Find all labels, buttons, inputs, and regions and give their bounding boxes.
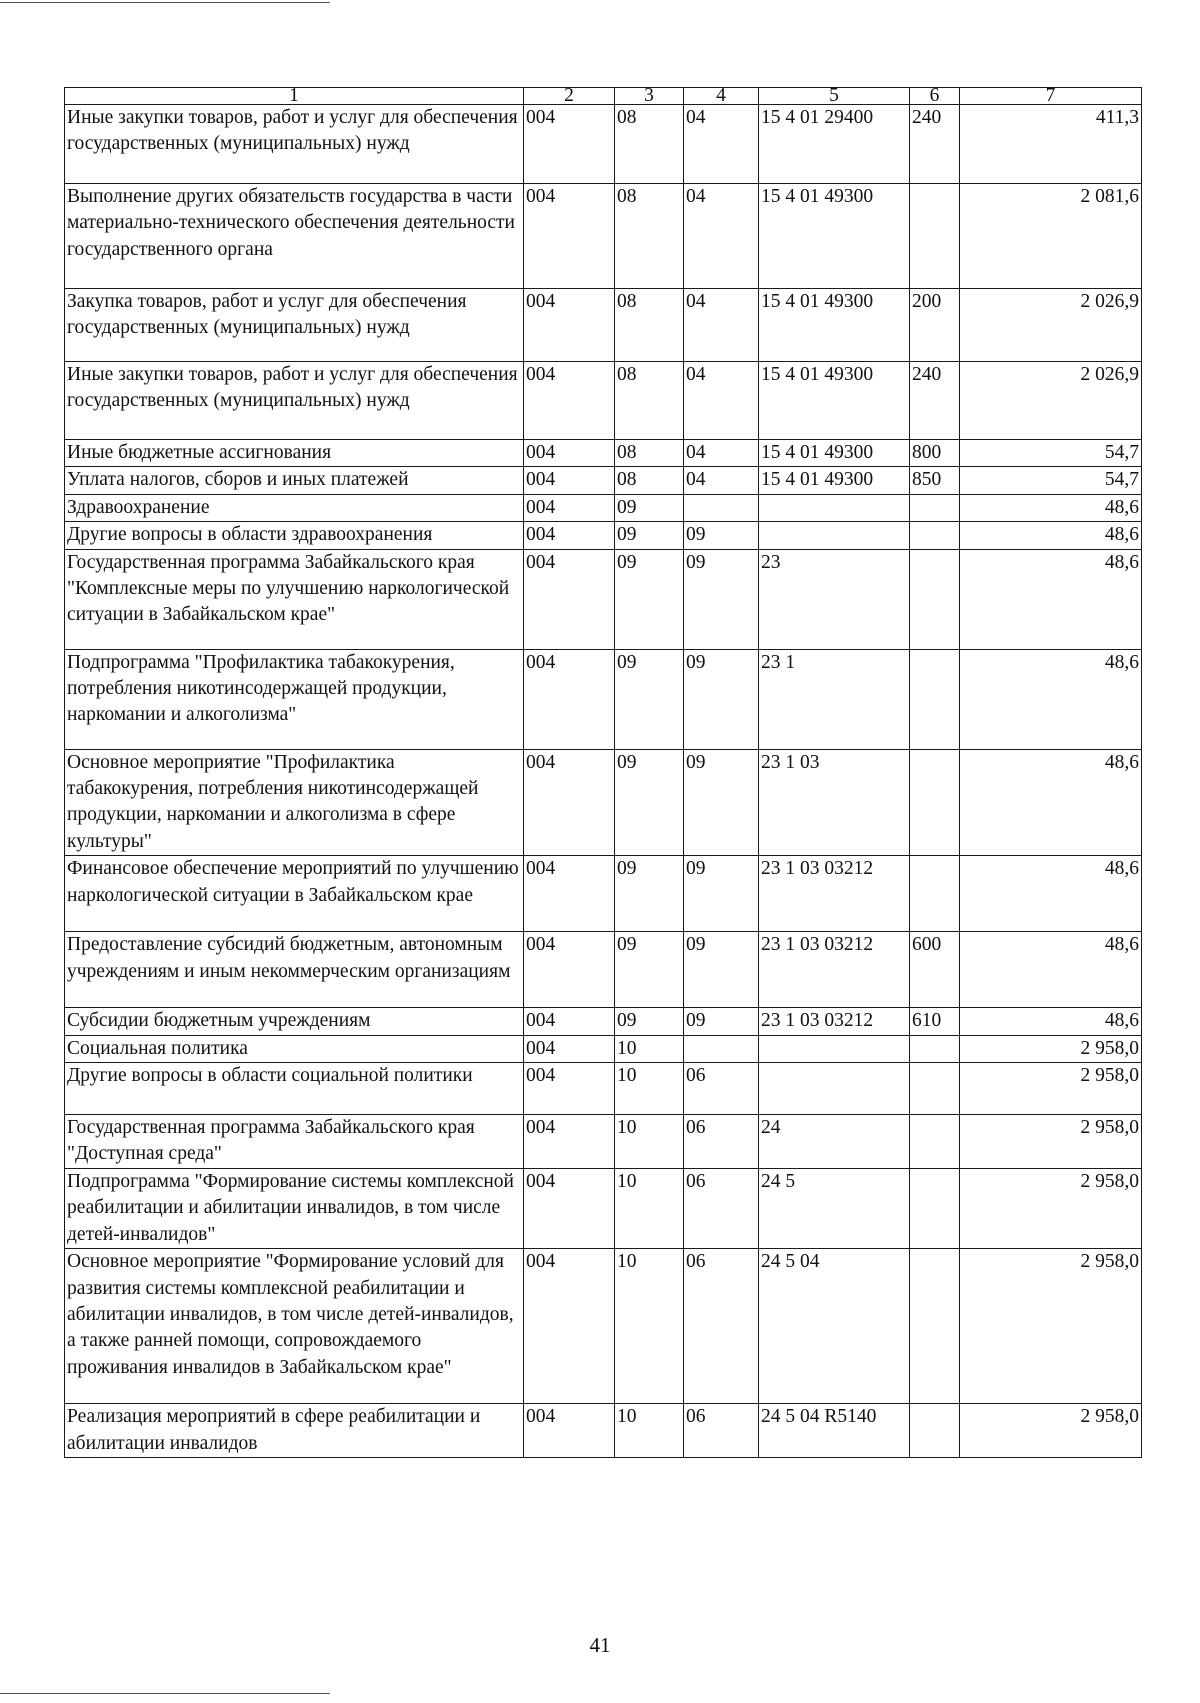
header-row: [65, 88, 1142, 105]
table-row: [65, 856, 1142, 932]
cell-target-article: 23 1 03 03212: [759, 932, 910, 1008]
cell-subsection: 04: [684, 362, 759, 440]
table-row: [65, 649, 1142, 749]
scan-edge-top: [0, 2, 330, 3]
cell-admin-code: 004: [524, 549, 615, 649]
cell-section: 10: [615, 1115, 684, 1169]
cell-section: 09: [615, 494, 684, 521]
scan-edge-bottom: [0, 1693, 330, 1694]
cell-target-article: 15 4 01 49300: [759, 467, 910, 494]
table-row: [65, 1063, 1142, 1115]
cell-admin-code: 004: [524, 1035, 615, 1062]
cell-section: 10: [615, 1035, 684, 1062]
cell-amount: 2 958,0: [960, 1063, 1142, 1115]
cell-subsection: 09: [684, 932, 759, 1008]
cell-admin-code: 004: [524, 467, 615, 494]
cell-target-article: 24 5: [759, 1168, 910, 1248]
cell-subsection: 04: [684, 184, 759, 289]
cell-subsection: 06: [684, 1115, 759, 1169]
cell-amount: 2 081,6: [960, 184, 1142, 289]
header-cell: 4: [684, 88, 759, 105]
cell-amount: 54,7: [960, 467, 1142, 494]
table-row: [65, 494, 1142, 521]
cell-target-article: 23: [759, 549, 910, 649]
cell-subsection: 09: [684, 549, 759, 649]
cell-target-article: [759, 522, 910, 549]
cell-amount: 2 026,9: [960, 362, 1142, 440]
cell-subsection: [684, 1035, 759, 1062]
cell-target-article: 24: [759, 1115, 910, 1169]
cell-name: Закупка товаров, работ и услуг для обеспечения государственных (муниципальных) нужд: [65, 289, 524, 362]
cell-name: Государственная программа Забайкальского края "Комплексные меры по улучшению наркологической ситуации в Забайкальском крае": [65, 549, 524, 649]
cell-amount: 2 026,9: [960, 289, 1142, 362]
cell-section: 08: [615, 289, 684, 362]
cell-target-article: 15 4 01 49300: [759, 440, 910, 467]
cell-expense-type: [910, 1035, 960, 1062]
cell-subsection: 06: [684, 1249, 759, 1404]
cell-subsection: [684, 494, 759, 521]
cell-amount: 48,6: [960, 649, 1142, 749]
cell-expense-type: 600: [910, 932, 960, 1008]
cell-section: 08: [615, 184, 684, 289]
cell-target-article: [759, 494, 910, 521]
cell-name: Иные закупки товаров, работ и услуг для обеспечения государственных (муниципальных) нужд: [65, 105, 524, 184]
cell-amount: 2 958,0: [960, 1115, 1142, 1169]
cell-name: Социальная политика: [65, 1035, 524, 1062]
cell-subsection: 06: [684, 1168, 759, 1248]
cell-admin-code: 004: [524, 856, 615, 932]
cell-target-article: 23 1 03 03212: [759, 856, 910, 932]
table-row: [65, 105, 1142, 184]
cell-amount: 2 958,0: [960, 1404, 1142, 1458]
cell-name: Финансовое обеспечение мероприятий по улучшению наркологической ситуации в Забайкальском крае: [65, 856, 524, 932]
cell-admin-code: 004: [524, 362, 615, 440]
cell-admin-code: 004: [524, 1008, 615, 1035]
cell-name: Предоставление субсидий бюджетным, автономным учреждениям и иным некоммерческим организациям: [65, 932, 524, 1008]
cell-expense-type: [910, 1063, 960, 1115]
cell-admin-code: 004: [524, 1063, 615, 1115]
table-row: [65, 184, 1142, 289]
cell-admin-code: 004: [524, 1404, 615, 1458]
cell-subsection: 06: [684, 1063, 759, 1115]
cell-expense-type: [910, 1404, 960, 1458]
cell-target-article: 15 4 01 29400: [759, 105, 910, 184]
cell-subsection: 04: [684, 467, 759, 494]
page-number: 41: [589, 1633, 611, 1657]
cell-name: Другие вопросы в области здравоохранения: [65, 522, 524, 549]
table-row: [65, 522, 1142, 549]
cell-admin-code: 004: [524, 1168, 615, 1248]
cell-name: Подпрограмма "Формирование системы комплексной реабилитации и абилитации инвалидов, в том числе детей-инвалидов": [65, 1168, 524, 1248]
cell-amount: 2 958,0: [960, 1249, 1142, 1404]
cell-section: 09: [615, 649, 684, 749]
cell-target-article: 24 5 04: [759, 1249, 910, 1404]
cell-name: Реализация мероприятий в сфере реабилитации и абилитации инвалидов: [65, 1404, 524, 1458]
cell-admin-code: 004: [524, 749, 615, 856]
table-row: [65, 749, 1142, 856]
cell-section: 09: [615, 522, 684, 549]
cell-admin-code: 004: [524, 440, 615, 467]
cell-target-article: 24 5 04 R5140: [759, 1404, 910, 1458]
cell-section: 10: [615, 1404, 684, 1458]
cell-name: Основное мероприятие "Формирование условий для развития системы комплексной реабилитации и абилитации инвалидов, в том числе детей-инвалидов, а также ранней помощи, сопровождаемого проживания инвалидов в Забайкальском крае": [65, 1249, 524, 1404]
cell-target-article: 23 1 03 03212: [759, 1008, 910, 1035]
cell-subsection: 09: [684, 749, 759, 856]
cell-subsection: 06: [684, 1404, 759, 1458]
cell-name: Иные закупки товаров, работ и услуг для обеспечения государственных (муниципальных) нужд: [65, 362, 524, 440]
cell-subsection: 04: [684, 440, 759, 467]
cell-expense-type: 850: [910, 467, 960, 494]
header-cell: 3: [615, 88, 684, 105]
cell-amount: 48,6: [960, 932, 1142, 1008]
budget-table: [64, 87, 1142, 1458]
cell-expense-type: [910, 494, 960, 521]
cell-amount: 48,6: [960, 494, 1142, 521]
cell-target-article: 23 1: [759, 649, 910, 749]
cell-admin-code: 004: [524, 522, 615, 549]
cell-name: Другие вопросы в области социальной политики: [65, 1063, 524, 1115]
cell-amount: 48,6: [960, 522, 1142, 549]
cell-name: Подпрограмма "Профилактика табакокурения, потребления никотинсодержащей продукции, наркомании и алкоголизма": [65, 649, 524, 749]
header-cell: 2: [524, 88, 615, 105]
table-row: [65, 440, 1142, 467]
cell-target-article: 15 4 01 49300: [759, 289, 910, 362]
cell-target-article: 23 1 03: [759, 749, 910, 856]
cell-section: 09: [615, 749, 684, 856]
cell-admin-code: 004: [524, 184, 615, 289]
table-row: [65, 467, 1142, 494]
cell-expense-type: 800: [910, 440, 960, 467]
cell-name: Уплата налогов, сборов и иных платежей: [65, 467, 524, 494]
header-cell: 1: [65, 88, 524, 105]
cell-expense-type: 610: [910, 1008, 960, 1035]
cell-section: 10: [615, 1168, 684, 1248]
cell-admin-code: 004: [524, 932, 615, 1008]
header-cell: 6: [910, 88, 960, 105]
cell-expense-type: 240: [910, 362, 960, 440]
cell-expense-type: [910, 856, 960, 932]
cell-section: 10: [615, 1063, 684, 1115]
cell-amount: 48,6: [960, 1008, 1142, 1035]
cell-admin-code: 004: [524, 1115, 615, 1169]
cell-subsection: 09: [684, 649, 759, 749]
cell-name: Иные бюджетные ассигнования: [65, 440, 524, 467]
table-row: [65, 1035, 1142, 1062]
cell-subsection: 04: [684, 105, 759, 184]
cell-admin-code: 004: [524, 494, 615, 521]
cell-expense-type: [910, 522, 960, 549]
cell-section: 09: [615, 549, 684, 649]
cell-expense-type: [910, 1249, 960, 1404]
table-row: [65, 549, 1142, 649]
cell-name: Здравоохранение: [65, 494, 524, 521]
table-row: [65, 1008, 1142, 1035]
cell-amount: 48,6: [960, 549, 1142, 649]
table-row: [65, 1115, 1142, 1169]
cell-expense-type: 200: [910, 289, 960, 362]
cell-target-article: [759, 1063, 910, 1115]
cell-amount: 2 958,0: [960, 1168, 1142, 1248]
cell-admin-code: 004: [524, 105, 615, 184]
cell-subsection: 09: [684, 1008, 759, 1035]
cell-amount: 2 958,0: [960, 1035, 1142, 1062]
table-row: [65, 1249, 1142, 1404]
cell-name: Субсидии бюджетным учреждениям: [65, 1008, 524, 1035]
cell-subsection: 04: [684, 289, 759, 362]
cell-section: 09: [615, 856, 684, 932]
cell-amount: 411,3: [960, 105, 1142, 184]
table-row: [65, 1404, 1142, 1458]
cell-expense-type: [910, 749, 960, 856]
cell-subsection: 09: [684, 522, 759, 549]
cell-amount: 48,6: [960, 749, 1142, 856]
cell-admin-code: 004: [524, 289, 615, 362]
cell-expense-type: [910, 649, 960, 749]
cell-section: 10: [615, 1249, 684, 1404]
cell-expense-type: [910, 549, 960, 649]
table-row: [65, 932, 1142, 1008]
table-row: [65, 1168, 1142, 1248]
cell-admin-code: 004: [524, 649, 615, 749]
table-row: [65, 362, 1142, 440]
cell-target-article: [759, 1035, 910, 1062]
cell-target-article: 15 4 01 49300: [759, 184, 910, 289]
cell-expense-type: [910, 1168, 960, 1248]
cell-amount: 54,7: [960, 440, 1142, 467]
cell-admin-code: 004: [524, 1249, 615, 1404]
cell-section: 08: [615, 105, 684, 184]
cell-section: 08: [615, 362, 684, 440]
cell-amount: 48,6: [960, 856, 1142, 932]
cell-target-article: 15 4 01 49300: [759, 362, 910, 440]
cell-section: 08: [615, 440, 684, 467]
cell-name: Основное мероприятие "Профилактика табакокурения, потребления никотинсодержащей продукции, наркомании и алкоголизма в сфере культуры": [65, 749, 524, 856]
cell-subsection: 09: [684, 856, 759, 932]
cell-section: 09: [615, 1008, 684, 1035]
cell-expense-type: [910, 184, 960, 289]
table-row: [65, 289, 1142, 362]
table-body: [65, 85, 1142, 1458]
cell-section: 09: [615, 932, 684, 1008]
cell-name: Государственная программа Забайкальского края "Доступная среда": [65, 1115, 524, 1169]
cell-expense-type: [910, 1115, 960, 1169]
cell-section: 08: [615, 467, 684, 494]
cell-expense-type: 240: [910, 105, 960, 184]
cell-name: Выполнение других обязательств государства в части материально-технического обеспечения деятельности государственного органа: [65, 184, 524, 289]
header-cell: 7: [960, 88, 1142, 105]
header-cell: 5: [759, 88, 910, 105]
